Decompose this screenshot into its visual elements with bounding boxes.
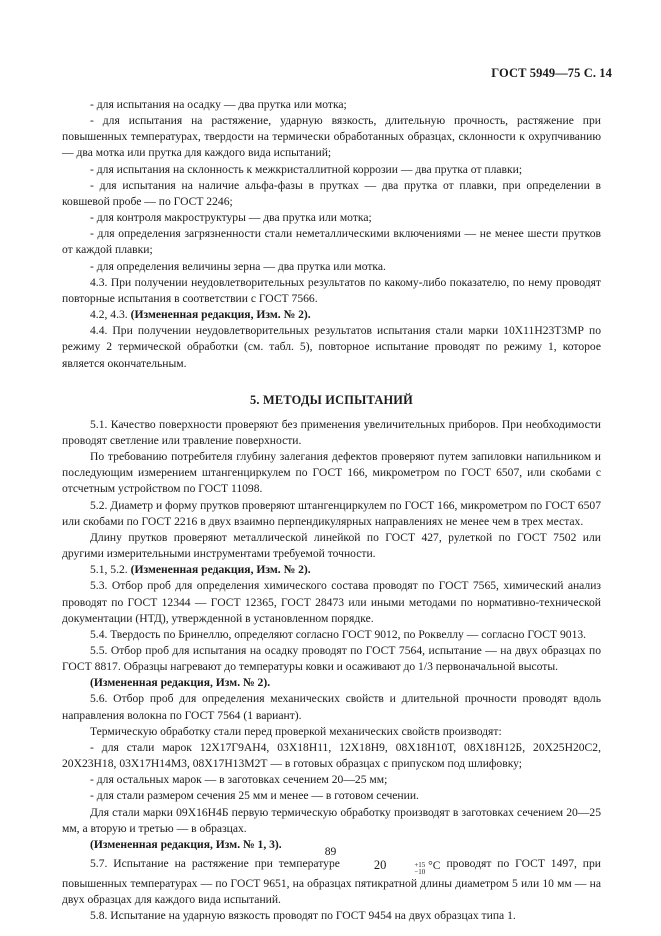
paragraph: - для испытания на осадку — два прутка или мотка; [90, 98, 347, 111]
amendment-note: 5.1, 5.2. (Измененная редакция, Изм. № 2). [90, 563, 311, 577]
document-body [62, 97, 601, 925]
amendment-note: 4.2, 4.3. (Измененная редакция, Изм. № 2). [90, 308, 311, 322]
paragraph: 5.4. Твердость по Бринеллю, определяют согласно ГОСТ 9012, по Роквеллу — согласно ГОСТ 9013. [90, 627, 587, 641]
paragraph: - для контроля макроструктуры — два прутка или мотка; [90, 211, 372, 225]
paragraph: 5.3. Отбор проб для определения химического состава проводят по ГОСТ 7565, химический анализ проводят по ГОСТ 12344 — ГОСТ 12365, ГОСТ 28473 или иными методами по нормативно-технической документации (НТД), утвержденной в установленном порядке. [62, 579, 601, 625]
paragraph: 5.1. Качество поверхности проверяют без применения увеличительных приборов. При необходимости проводят светление или травление поверхности. [62, 417, 601, 447]
temperature-value: 20 +15 −10 °С [373, 858, 441, 877]
paragraph: 5.2. Диаметр и форму прутков проверяют штангенциркулем по ГОСТ 166, микрометром по ГОСТ 6507 или скобами по ГОСТ 2216 в двух взаимно перпендикулярных направлениях не менее чем в трех местах. [62, 498, 601, 528]
section-title: 5. МЕТОДЫ ИСПЫТАНИЙ [250, 392, 413, 407]
paragraph: - для остальных марок — в заготовках сечением 20—25 мм; [90, 773, 388, 787]
paragraph: По требованию потребителя глубину залегания дефектов проверяют путем запиловки напильником и последующим измерением штангенциркулем по ГОСТ 166, микрометром по ГОСТ 6507, или скобами с отсчетным устройством по ГОСТ 11098. [62, 450, 601, 496]
paragraph: 4.3. При получении неудовлетворительных результатов по какому-либо показателю, по нему проводят повторные испытания в соответствии с ГОСТ 7566. [62, 275, 601, 305]
paragraph: - для испытания на наличие альфа-фазы в прутках — два прутка от плавки, при определении в ковшевой пробе — по ГОСТ 2246; [62, 178, 601, 208]
paragraph: 5.8. Испытание на ударную вязкость проводят по ГОСТ 9454 на двух образцах типа 1. [90, 909, 516, 923]
amendment-note: (Измененная редакция, Изм. № 1, 3). [90, 837, 282, 851]
paragraph: - для определения загрязненности стали неметаллическими включениями — не менее шести прутков от каждой плавки; [62, 227, 601, 257]
paragraph: 5.6. Отбор проб для определения механических свойств и длительной прочности проводят вдоль направления волокна по ГОСТ 7564 (1 вариант). [62, 692, 601, 722]
paragraph: - для испытания на склонность к межкристаллитной коррозии — два прутка от плавки; [90, 162, 523, 176]
page-header: ГОСТ 5949—75 С. 14 [491, 66, 612, 80]
paragraph: Термическую обработку стали перед проверкой механических свойств производят: [90, 724, 502, 738]
paragraph: 5.7. Испытание на растяжение при температуре 20 +15 −10 °С проводят по ГОСТ 1497, при повышенных температурах — по ГОСТ 9651, на образцах пятикратной длины диаметром 5 или 10 мм — на двух образцах для каждого вида испытаний. [62, 857, 601, 907]
paragraph: - для определения величины зерна — два прутка или мотка. [90, 259, 386, 273]
amendment-note: (Измененная редакция, Изм. № 2). [90, 676, 271, 690]
paragraph: - для испытания на растяжение, ударную вязкость, длительную прочность, растяжение при повышенных температурах, твердости на термически обработанных образцах, склонности к охрупчиванию — два мотка или прутка для каждого вида испытаний; [62, 114, 601, 160]
paragraph: - для стали размером сечения 25 мм и менее — в готовом сечении. [90, 789, 419, 803]
paragraph: - для стали марок 12Х17Г9АН4, 03Х18Н11, 12Х18Н9, 08Х18Н10Т, 08Х18Н12Б, 20Х25Н20С2, 20Х23Н18, 03Х17Н14М3, 08Х17Н13М2Т — в готовых образцах с припуском под шлифовку; [62, 740, 601, 771]
paragraph: 4.4. При получении неудовлетворительных результатов испытания стали марки 10Х11Н23Т3МР по режиму 2 термической обработки (см. табл. 5), повторное испытание проводят по режиму 1, которое является окончательным. [62, 324, 601, 370]
page-number: 89 [324, 845, 337, 858]
paragraph: Для стали марки 09Х16Н4Б первую термическую обработку производят в заготовках сечением 20—25 мм, а вторую и третью — в образцах. [62, 805, 601, 835]
paragraph: Длину прутков проверяют металлической линейкой по ГОСТ 427, рулеткой по ГОСТ 7502 или другими измерительными инструментами требуемой точности. [62, 530, 601, 561]
paragraph: 5.5. Отбор проб для испытания на осадку проводят по ГОСТ 7564, испытание — на двух образцах по ГОСТ 8817. Образцы нагревают до температуры ковки и осаживают до 1/3 первоначальной высоты. [62, 644, 601, 674]
